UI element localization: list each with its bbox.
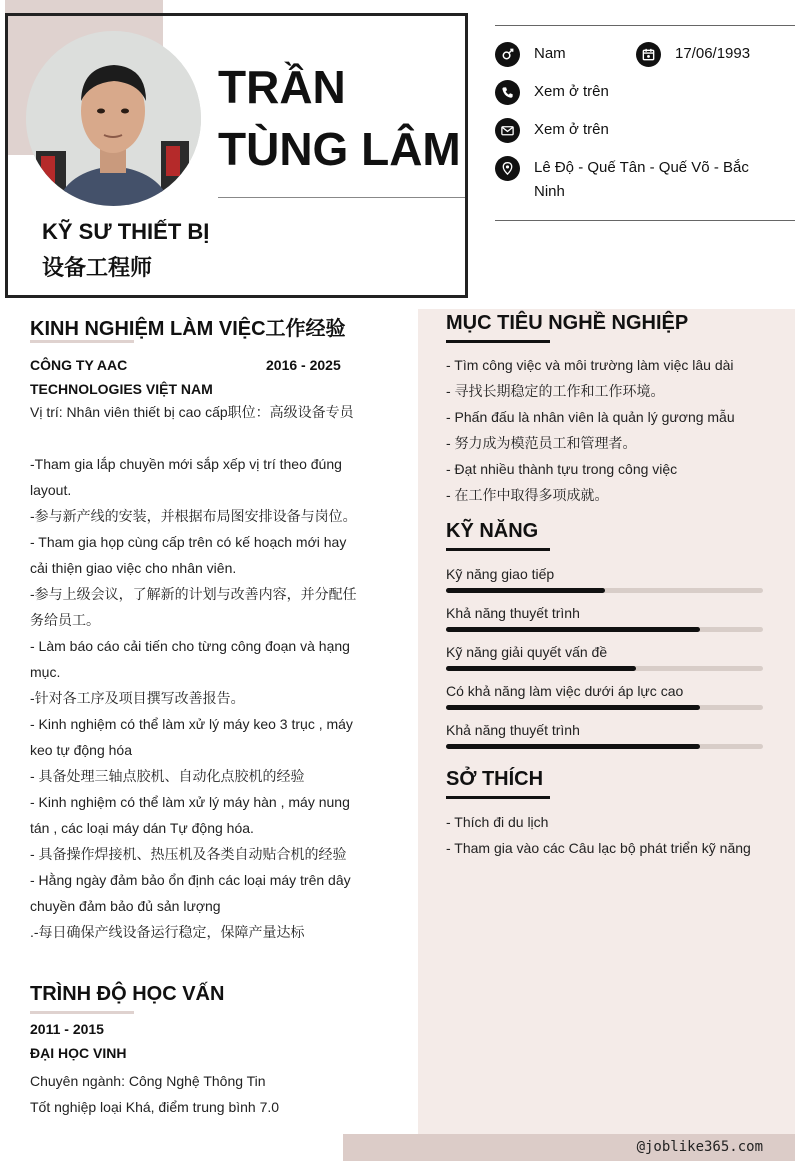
gender-icon bbox=[495, 42, 520, 67]
skill-bar-fill bbox=[446, 627, 700, 632]
job-title-zh: 设备工程师 bbox=[42, 255, 153, 280]
skill-label: Khả năng thuyết trình bbox=[446, 605, 580, 621]
experience-title: KINH NGHIỆM LÀM VIỆC工作经验 bbox=[30, 318, 346, 340]
objective-title: MỤC TIÊU NGHỀ NGHIỆP bbox=[446, 312, 689, 334]
education-school: ĐẠI HỌC VINH bbox=[30, 1045, 127, 1061]
experience-line: - Kinh nghiệm có thể làm xử lý máy hàn , máy nung tán , các loại máy dán Tự động hóa. bbox=[30, 794, 350, 836]
skill-item bbox=[446, 682, 763, 710]
experience-description bbox=[30, 399, 360, 945]
birthday-value: 17/06/1993 bbox=[675, 45, 751, 62]
skills-title: KỸ NĂNG bbox=[446, 520, 539, 542]
objective-line: - Tìm công việc và môi trường làm việc lâu dài bbox=[446, 357, 734, 373]
objective-line: - Đạt nhiều thành tựu trong công việc bbox=[446, 461, 678, 477]
name-divider bbox=[218, 197, 465, 198]
hobbies-list bbox=[446, 809, 776, 861]
company-name: CÔNG TY AAC TECHNOLOGIES VIỆT NAM bbox=[30, 357, 213, 397]
experience-line: -Tham gia lắp chuyền mới sắp xếp vị trí theo đúng layout. bbox=[30, 456, 342, 498]
avatar bbox=[26, 31, 201, 206]
experience-underline bbox=[30, 340, 134, 343]
experience-line: -针对各工序及项目撰写改善报告。 bbox=[30, 690, 245, 706]
education-title: TRÌNH ĐỘ HỌC VẤN bbox=[30, 983, 225, 1005]
experience-line: -参与上级会议，了解新的计划与改善内容，并分配任务给员工。 bbox=[30, 586, 357, 628]
experience-line: - Làm báo cáo cải tiến cho từng công đoạn và hạng mục. bbox=[30, 638, 350, 680]
footer-website: @joblike365.com bbox=[636, 1139, 763, 1155]
skill-bar-track bbox=[446, 744, 763, 749]
skill-item bbox=[446, 643, 763, 671]
contact-email bbox=[495, 118, 609, 143]
skill-bar-track bbox=[446, 666, 763, 671]
experience-line: - Hằng ngày đảm bảo ổn định các loại máy trên dây chuyền đảm bảo đủ sản lượng bbox=[30, 872, 351, 914]
objective-underline bbox=[446, 340, 550, 343]
job-title-vi: KỸ SƯ THIẾT BỊ bbox=[42, 219, 210, 244]
skill-label: Kỹ năng giao tiếp bbox=[446, 566, 555, 582]
skill-item bbox=[446, 565, 763, 593]
experience-line: - Kinh nghiệm có thể làm xử lý máy keo 3 trục , máy keo tự động hóa bbox=[30, 716, 353, 758]
email-icon bbox=[495, 118, 520, 143]
location-icon bbox=[495, 156, 520, 181]
skills-underline bbox=[446, 548, 550, 551]
hobbies-title: SỞ THÍCH bbox=[446, 768, 544, 790]
hobby-line: - Tham gia vào các Câu lạc bộ phát triển kỹ năng bbox=[446, 840, 751, 856]
contact-divider-top bbox=[495, 25, 795, 26]
skill-item bbox=[446, 604, 763, 632]
address-value: Lê Độ - Quế Tân - Quế Võ - Bắc Ninh bbox=[534, 159, 749, 200]
objective-line: - 努力成为模范员工和管理者。 bbox=[446, 435, 637, 451]
footer-bar bbox=[343, 1134, 795, 1161]
skill-bar-track bbox=[446, 705, 763, 710]
skill-bar-track bbox=[446, 588, 763, 593]
skill-label: Có khả năng làm việc dưới áp lực cao bbox=[446, 683, 684, 699]
email-value: Xem ở trên bbox=[534, 121, 609, 138]
experience-line bbox=[30, 425, 360, 451]
contact-phone bbox=[495, 80, 609, 105]
experience-years: 2016 - 2025 bbox=[266, 357, 341, 373]
candidate-name bbox=[218, 56, 461, 180]
name-line-1: TRẦN bbox=[218, 61, 346, 113]
phone-value: Xem ở trên bbox=[534, 83, 609, 100]
experience-line: -参与新产线的安装，并根据布局图安排设备与岗位。 bbox=[30, 508, 357, 524]
objective-line: - 寻找长期稳定的工作和工作环境。 bbox=[446, 383, 665, 399]
education-years: 2011 - 2015 bbox=[30, 1021, 104, 1037]
skill-bar-fill bbox=[446, 744, 700, 749]
objective-line: - Phấn đấu là nhân viên là quản lý gương mẫu bbox=[446, 409, 735, 425]
contact-address bbox=[495, 156, 765, 204]
experience-line: - 具备处理三轴点胶机、自动化点胶机的经验 bbox=[30, 768, 305, 784]
hobby-line: - Thích đi du lịch bbox=[446, 814, 549, 830]
contact-birthday bbox=[636, 42, 750, 67]
skill-label: Kỹ năng giải quyết vấn đề bbox=[446, 644, 608, 660]
skill-bar-fill bbox=[446, 705, 700, 710]
skill-item bbox=[446, 721, 763, 749]
skill-bar-fill bbox=[446, 666, 636, 671]
objective-line: - 在工作中取得多项成就。 bbox=[446, 487, 609, 503]
skill-bar-fill bbox=[446, 588, 605, 593]
phone-icon bbox=[495, 80, 520, 105]
experience-company-row bbox=[30, 353, 360, 401]
skill-bar-track bbox=[446, 627, 763, 632]
education-grade: Tốt nghiệp loại Khá, điểm trung bình 7.0 bbox=[30, 1099, 280, 1115]
experience-line: - Tham gia họp cùng cấp trên có kế hoạch mới hay cải thiện giao việc cho nhân viên. bbox=[30, 534, 347, 576]
education-underline bbox=[30, 1011, 134, 1014]
calendar-icon bbox=[636, 42, 661, 67]
avatar-photo bbox=[26, 31, 201, 206]
skill-label: Khả năng thuyết trình bbox=[446, 722, 580, 738]
objective-list bbox=[446, 352, 776, 508]
experience-line: - 具备操作焊接机、热压机及各类自动贴合机的经验 bbox=[30, 846, 347, 862]
job-title bbox=[42, 214, 209, 286]
contact-gender bbox=[495, 42, 566, 67]
education-major: Chuyên ngành: Công Nghệ Thông Tin bbox=[30, 1073, 266, 1089]
contact-divider-bottom bbox=[495, 220, 795, 221]
hobbies-underline bbox=[446, 796, 550, 799]
gender-value: Nam bbox=[534, 45, 566, 62]
experience-line: .-每日确保产线设备运行稳定，保障产量达标 bbox=[30, 924, 305, 940]
name-line-2: TÙNG LÂM bbox=[218, 123, 461, 175]
experience-line: Vị trí: Nhân viên thiết bị cao cấp职位：高级设备专员 bbox=[30, 404, 354, 420]
